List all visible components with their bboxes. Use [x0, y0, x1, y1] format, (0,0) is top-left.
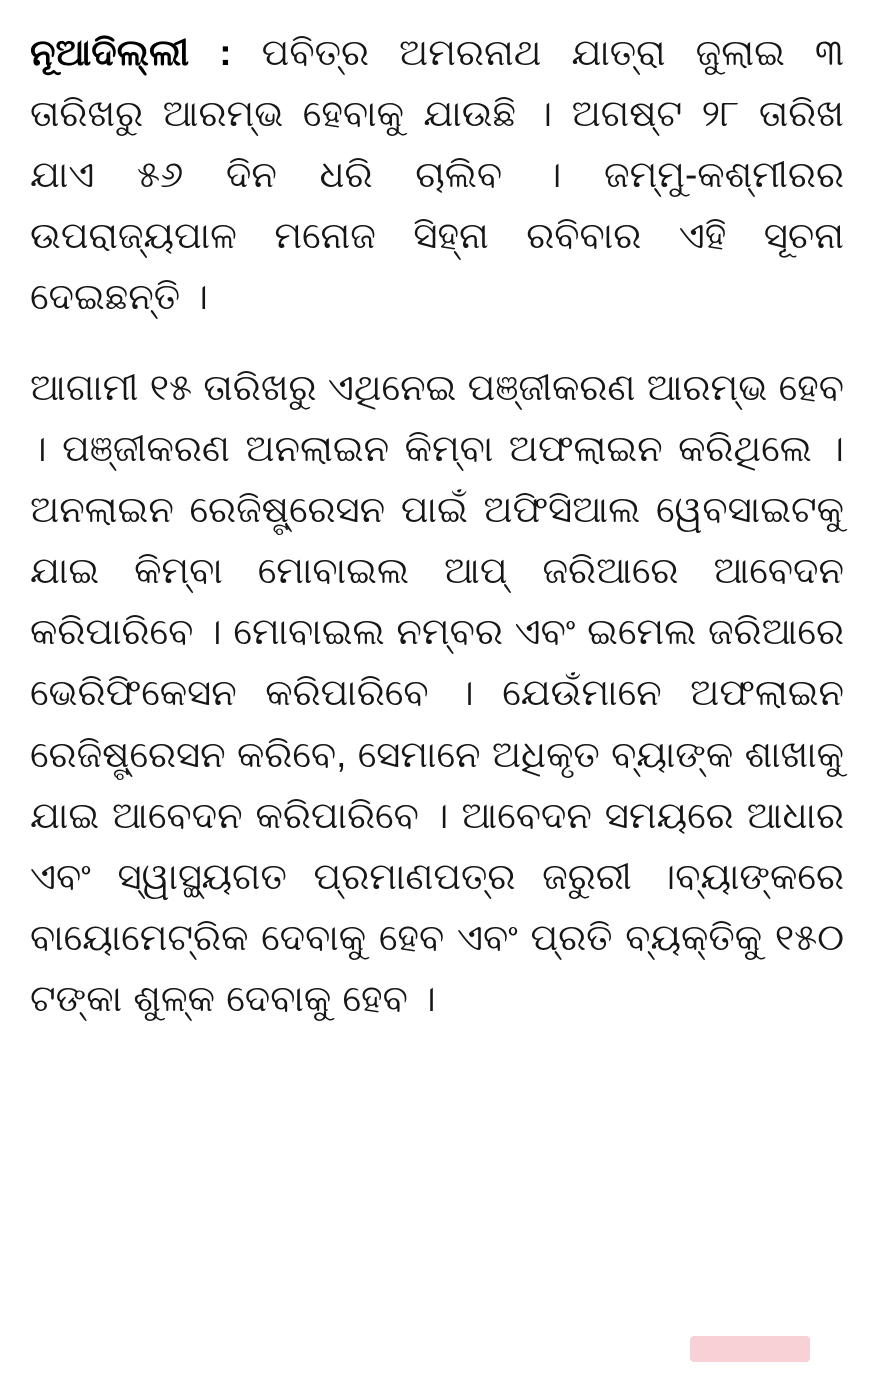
paragraph-2-text: ଆଗାମୀ ୧୫ ତାରିଖରୁ ଏଥିନେଇ ପଞ୍ଜୀକରଣ ଆରମ୍ଭ ହେବ । ପଞ୍ଜୀକରଣ ଅନଲାଇନ କିମ୍ବା ଅଫଲାଇନ କରିଥିଲେ । ଅନଲାଇନ ରେଜିଷ୍ଟ୍ରେସନ ପାଇଁ ଅଫିସିଆଲ ୱେବସାଇଟକୁ ଯାଇ କିମ୍ବା ମୋବାଇଲ ଆପ୍ ଜରିଆରେ ଆବେଦନ କରିପାରିବେ । ମୋବାଇଲ ନମ୍ବର ଏବଂ ଇମେଲ ଜରିଆରେ ଭେରିଫିକେସନ କରିପାରିବେ । ଯେଉଁମାନେ ଅଫଲାଇନ ରେଜିଷ୍ଟ୍ରେସନ କରିବେ, ସେମାନେ ଅଧିକୃତ ବ୍ୟାଙ୍କ ଶାଖାକୁ ଯାଇ ଆବେଦନ କରିପାରିବେ । ଆବେଦନ ସମୟରେ ଆଧାର ଏବଂ ସ୍ୱାସ୍ଥ୍ୟଗତ ପ୍ରମାଣପତ୍ର ଜରୁରୀ ।ବ୍ୟାଙ୍କରେ ବାୟୋମେଟ୍ରିକ ଦେବାକୁ ହେବ ଏବଂ ପ୍ରତି ବ୍ୟକ୍ତିକୁ ୧୫୦ ଟଙ୍କା ଶୁଳ୍କ ଦେବାକୁ ହେବ । — [30, 367, 844, 1019]
dateline: ନୂଆଦିଲ୍ଲୀ : — [30, 32, 232, 73]
paragraph-1-text: ପବିତ୍ର ଅମରନାଥ ଯାତ୍ରା ଜୁଲାଇ ୩ ତାରିଖରୁ ଆରମ୍ଭ ହେବାକୁ ଯାଉଛି । ଅଗଷ୍ଟ ୨୮ ତାରିଖ ଯାଏ ୫୬ ଦିନ ଧରି ଚାଲିବ । ଜମ୍ମୁ-କଶ୍ମୀରର ଉପରାଜ୍ୟପାଳ ମନୋଜ ସିହ୍ନା ରବିବାର ଏହି ସୂଚନା ଦେଇଛନ୍ତି । — [30, 32, 844, 318]
pink-highlight-mark — [690, 1336, 810, 1362]
paragraph-1 — [30, 22, 844, 327]
paragraph-2 — [30, 357, 844, 1029]
